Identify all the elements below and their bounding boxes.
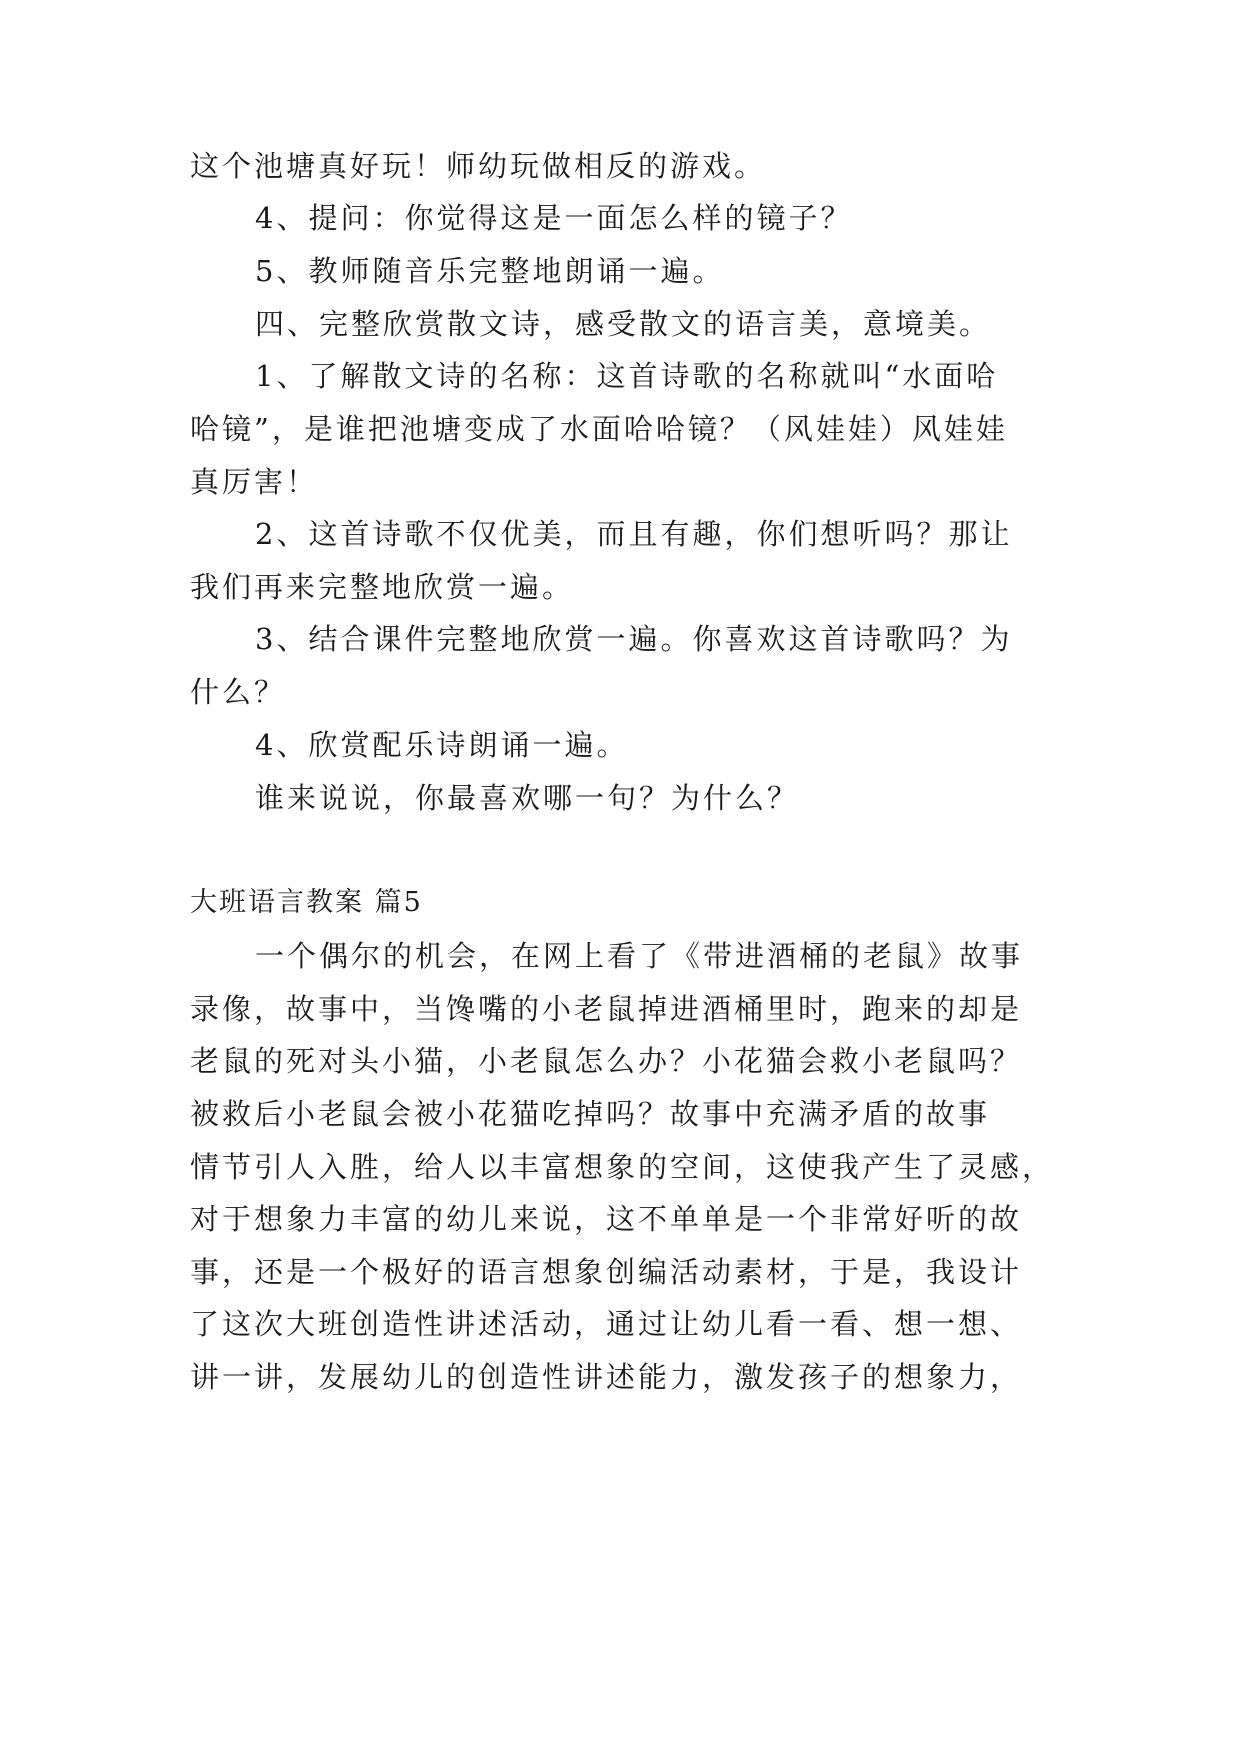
- text-line: 事，还是一个极好的语言想象创编活动素材，于是，我设计: [190, 1255, 1023, 1289]
- text-line: 一个偶尔的机会，在网上看了《带进酒桶的老鼠》故事: [255, 939, 1024, 973]
- text-line: 真厉害！: [190, 465, 319, 499]
- text-line: 被救后小老鼠会被小花猫吃掉吗？故事中充满矛盾的故事: [190, 1097, 991, 1131]
- text-line: 2、这首诗歌不仅优美，而且有趣，你们想听吗？那让: [255, 517, 1013, 551]
- text-line: 对于想象力丰富的幼儿来说，这不单单是一个非常好听的故: [190, 1202, 1023, 1236]
- text-line: 四、完整欣赏散文诗，感受散文的语言美，意境美。: [255, 307, 992, 341]
- text-line: 了这次大班创造性讲述活动，通过让幼儿看一看、想一想、: [190, 1307, 1023, 1341]
- text-line: 我们再来完整地欣赏一遍。: [190, 570, 575, 604]
- text-line: 哈镜”，是谁把池塘变成了水面哈哈镜？（风娃娃）风娃娃: [190, 412, 1008, 446]
- text-line: 1、了解散文诗的名称：这首诗歌的名称就叫“水面哈: [255, 359, 999, 393]
- text-line: 这个池塘真好玩！师幼玩做相反的游戏。: [190, 149, 767, 183]
- text-line: 录像，故事中，当馋嘴的小老鼠掉进酒桶里时，跑来的却是: [190, 992, 1023, 1026]
- text-line: 情节引人入胜，给人以丰富想象的空间，这使我产生了灵感，: [190, 1150, 1055, 1184]
- text-line: 4、提问：你觉得这是一面怎么样的镜子？: [255, 201, 853, 235]
- text-line: 4、欣赏配乐诗朗诵一遍。: [255, 728, 629, 762]
- text-line: 讲一讲，发展幼儿的创造性讲述能力，激发孩子的想象力，: [190, 1360, 1023, 1394]
- text-line: 什么？: [190, 675, 287, 709]
- text-line: 3、结合课件完整地欣赏一遍。你喜欢这首诗歌吗？为: [255, 622, 1013, 656]
- section-heading: 大班语言教案 篇5: [190, 887, 423, 918]
- text-line: 老鼠的死对头小猫，小老鼠怎么办？小花猫会救小老鼠吗？: [190, 1044, 1023, 1078]
- text-line: 5、教师随音乐完整地朗诵一遍。: [255, 254, 725, 288]
- text-line: 谁来说说，你最喜欢哪一句？为什么？: [255, 781, 800, 815]
